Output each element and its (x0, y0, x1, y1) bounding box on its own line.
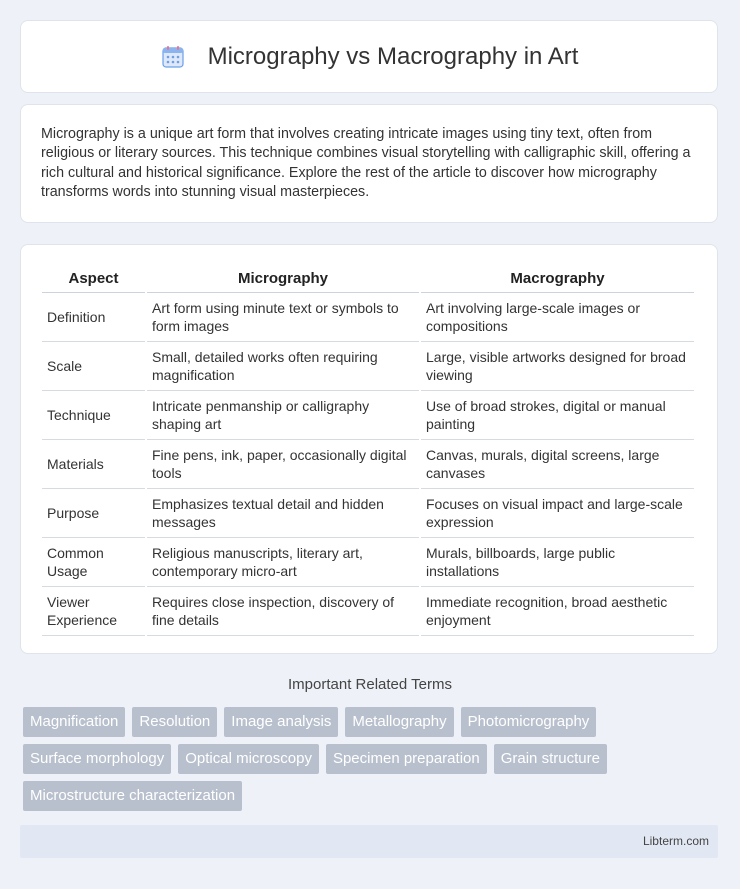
tag-magnification[interactable]: Magnification (23, 707, 125, 737)
title-card (20, 20, 718, 93)
row-micrography: Requires close inspection, discovery of fine details (147, 587, 419, 636)
row-aspect: Definition (42, 293, 145, 342)
table-row (42, 391, 694, 440)
row-aspect: Viewer Experience (42, 587, 145, 636)
row-macrography: Art involving large-scale images or compositions (421, 293, 694, 342)
footer (20, 825, 718, 858)
table-row (42, 587, 694, 636)
tag-specimen-preparation[interactable]: Specimen preparation (326, 744, 487, 774)
tag-resolution[interactable]: Resolution (132, 707, 217, 737)
table-row (42, 440, 694, 489)
row-macrography: Focuses on visual impact and large-scale expression (421, 489, 694, 538)
row-aspect: Materials (42, 440, 145, 489)
tag-grain-structure[interactable]: Grain structure (494, 744, 607, 774)
row-micrography: Emphasizes textual detail and hidden messages (147, 489, 419, 538)
tag-photomicrography[interactable]: Photomicrography (461, 707, 597, 737)
table-row (42, 489, 694, 538)
row-aspect: Scale (42, 342, 145, 391)
tag-microstructure-characterization[interactable]: Microstructure characterization (23, 781, 242, 811)
header-macrography: Macrography (421, 265, 694, 293)
comparison-table-card (20, 244, 718, 654)
tag-optical-microscopy[interactable]: Optical microscopy (178, 744, 319, 774)
table-header-row (42, 265, 694, 293)
intro-text: Micrography is a unique art form that involves creating intricate images using tiny text, often from religious or literary sources. This technique combines visual storytelling with calligraphic skill, offering a rich cultural and historical significance. Explore the rest of the article to discover how micrography transforms words into stunning visual masterpieces. (41, 126, 691, 201)
row-micrography: Art form using minute text or symbols to form images (147, 293, 419, 342)
row-macrography: Use of broad strokes, digital or manual painting (421, 391, 694, 440)
tag-image-analysis[interactable]: Image analysis (224, 707, 338, 737)
row-micrography: Fine pens, ink, paper, occasionally digital tools (147, 440, 419, 489)
row-aspect: Technique (42, 391, 145, 440)
related-terms-list (23, 707, 723, 818)
page-title: Micrography vs Macrography in Art (207, 42, 579, 70)
row-micrography: Intricate penmanship or calligraphy shaping art (147, 391, 419, 440)
row-macrography: Murals, billboards, large public installations (421, 538, 694, 587)
row-aspect: Common Usage (42, 538, 145, 587)
table-row (42, 538, 694, 587)
row-macrography: Immediate recognition, broad aesthetic enjoyment (421, 587, 694, 636)
row-macrography: Large, visible artworks designed for broad viewing (421, 342, 694, 391)
comparison-table (40, 265, 696, 636)
table-row (42, 342, 694, 391)
row-micrography: Religious manuscripts, literary art, contemporary micro-art (147, 538, 419, 587)
header-aspect: Aspect (42, 265, 145, 293)
tag-surface-morphology[interactable]: Surface morphology (23, 744, 171, 774)
related-terms-title: Important Related Terms (288, 676, 452, 693)
table-row (42, 293, 694, 342)
row-micrography: Small, detailed works often requiring magnification (147, 342, 419, 391)
calendar-icon (160, 44, 186, 70)
intro-card (20, 104, 718, 223)
row-aspect: Purpose (42, 489, 145, 538)
header-micrography: Micrography (147, 265, 419, 293)
row-macrography: Canvas, murals, digital screens, large canvases (421, 440, 694, 489)
tag-metallography[interactable]: Metallography (345, 707, 453, 737)
footer-site-link[interactable]: Libterm.com (642, 834, 709, 848)
